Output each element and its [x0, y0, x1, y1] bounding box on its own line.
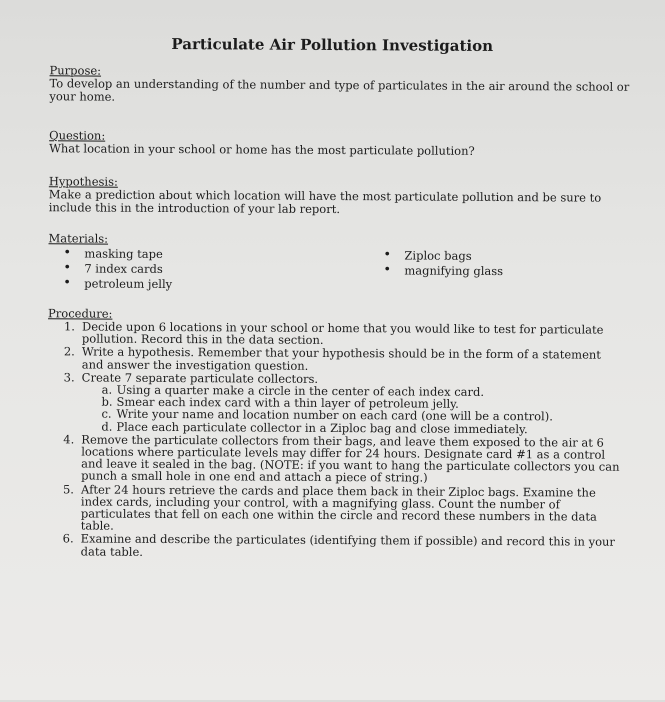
substep-letter: b. — [101, 394, 113, 409]
procedure-step — [48, 320, 623, 348]
procedure-section — [47, 307, 624, 561]
material-item: • magnifying glass — [368, 264, 618, 281]
step-number: 1. — [63, 319, 76, 334]
step-number: 6. — [62, 531, 74, 546]
substep-list — [81, 383, 622, 435]
step-number: 2. — [63, 344, 75, 359]
page-title: Particulate Air Pollution Investigation — [171, 35, 494, 55]
procedure-label: Procedure: — [48, 306, 113, 321]
step-text: Create 7 separate particulate collectors. — [81, 370, 319, 386]
material-item: • Ziploc bags — [368, 249, 618, 266]
procedure-list — [47, 320, 623, 560]
substep-text: Smear each index card with a thin layer of petroleum jelly. — [116, 394, 459, 411]
hypothesis-text: Make a prediction about which location will have the most particulate pollution and be sure to include this in the introduction of your lab report. — [48, 187, 602, 217]
materials-right-column — [368, 249, 618, 281]
materials-left-column — [48, 247, 298, 294]
material-item: • petroleum jelly — [48, 277, 298, 294]
step-number: 3. — [63, 370, 75, 385]
step-number: 5. — [62, 482, 75, 497]
step-text: Write a hypothesis. Remember that your hypothesis should be in the form of a statement and answer the investigation question. — [81, 344, 601, 373]
procedure-step — [47, 483, 622, 535]
substep-text: Place each particulate collector in a Ziploc bag and close immediately. — [116, 419, 528, 436]
hypothesis-label: Hypothesis: — [48, 174, 118, 189]
substep-text: Using a quarter make a circle in the center of each index card. — [116, 382, 485, 399]
material-item: • masking tape — [48, 247, 298, 264]
procedure-step — [47, 371, 622, 436]
hypothesis-section — [49, 175, 614, 217]
purpose-section — [49, 64, 629, 107]
step-text: Examine and describe the particulates (identifying them if possible) and record this in your data table. — [80, 531, 616, 559]
question-text: What location in your school or home has the most particulate pollution? — [49, 141, 475, 158]
substep-letter: c. — [101, 407, 112, 422]
step-text: Remove the particulate collectors from their bags, and leave them exposed to the air at 6 locations where particulate levels may differ for 24 hours. Designate card #1 as a control and leave it sealed in the bag. (NOTE: if you want to hang the particulate collectors you can punch a small hole in one end and attach a piece of string.) — [81, 432, 620, 486]
purpose-label: Purpose: — [49, 63, 102, 78]
substep-text: Write your name and location number on each card (one will be a control). — [116, 407, 553, 424]
step-text: Decide upon 6 locations in your school or home that you would like to test for particulate pollution. Record this in the data section. — [81, 319, 604, 348]
materials-section — [48, 231, 628, 292]
procedure-step — [48, 346, 623, 374]
substep-letter: d. — [101, 419, 113, 434]
step-text: After 24 hours retrieve the cards and place them back in their Ziploc bags. Examine the index cards, including your control, with a magnifying glass. Count the number of particulates that fell on each one within the circle and record these numbers in the data table. — [80, 482, 597, 533]
question-section — [49, 129, 629, 159]
step-number: 4. — [63, 432, 75, 447]
material-item: • 7 index cards — [48, 262, 298, 279]
procedure-step — [47, 433, 622, 485]
materials-label: Materials: — [48, 231, 109, 246]
question-label: Question: — [49, 128, 106, 143]
substep-letter: a. — [101, 382, 113, 397]
purpose-text: To develop an understanding of the number and type of particulates in the air around the school or your home. — [49, 76, 630, 104]
procedure-step — [47, 533, 622, 561]
